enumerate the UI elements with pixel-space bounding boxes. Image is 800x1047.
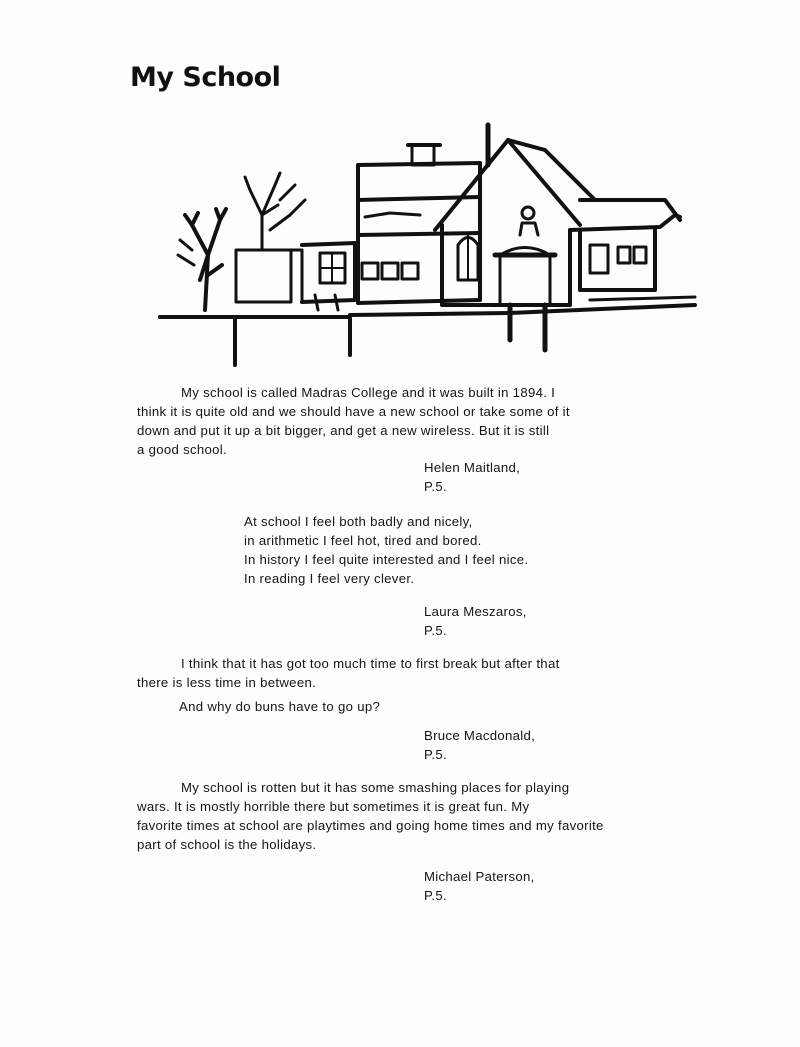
author-name: Bruce Macdonald, — [424, 728, 536, 743]
author-grade: P.5. — [424, 479, 447, 494]
entry-line: part of school is the holidays. — [137, 837, 317, 852]
entry-paragraph — [137, 778, 693, 854]
poem-line: In reading I feel very clever. — [244, 571, 415, 586]
school-building-sketch-icon — [150, 105, 710, 375]
author-grade: P.5. — [424, 747, 447, 762]
author-grade: P.5. — [424, 888, 447, 903]
author-grade: P.5. — [424, 623, 447, 638]
entry-paragraph — [137, 654, 693, 692]
author-name: Michael Paterson, — [424, 869, 535, 884]
entry-paragraph — [137, 383, 693, 459]
entry-line: I think that it has got too much time to first break but after that — [181, 656, 560, 671]
poem — [244, 512, 528, 588]
author-name: Laura Meszaros, — [424, 604, 527, 619]
entry-line: a good school. — [137, 442, 227, 457]
page-title: My School — [130, 62, 281, 93]
entry-line: down and put it up a bit bigger, and get a new wireless. But it is still — [137, 423, 550, 438]
entry-line: My school is called Madras College and it was built in 1894. I — [181, 385, 556, 400]
poem-line: At school I feel both badly and nicely, — [244, 514, 473, 529]
author-name: Helen Maitland, — [424, 460, 521, 475]
entry-line: My school is rotten but it has some smashing places for playing — [181, 780, 570, 795]
author-signature — [424, 867, 535, 905]
author-signature — [424, 726, 535, 764]
author-signature — [424, 602, 527, 640]
entry-line: favorite times at school are playtimes and going home times and my favorite — [137, 818, 604, 833]
entry-question: And why do buns have to go up? — [179, 699, 381, 714]
poem-line: In history I feel quite interested and I feel nice. — [244, 552, 529, 567]
entry-line: there is less time in between. — [137, 675, 317, 690]
author-signature — [424, 458, 520, 496]
poem-line: in arithmetic I feel hot, tired and bored. — [244, 533, 482, 548]
entry-line: think it is quite old and we should have a new school or take some of it — [137, 404, 570, 419]
entry-line: wars. It is mostly horrible there but sometimes it is great fun. My — [137, 799, 530, 814]
